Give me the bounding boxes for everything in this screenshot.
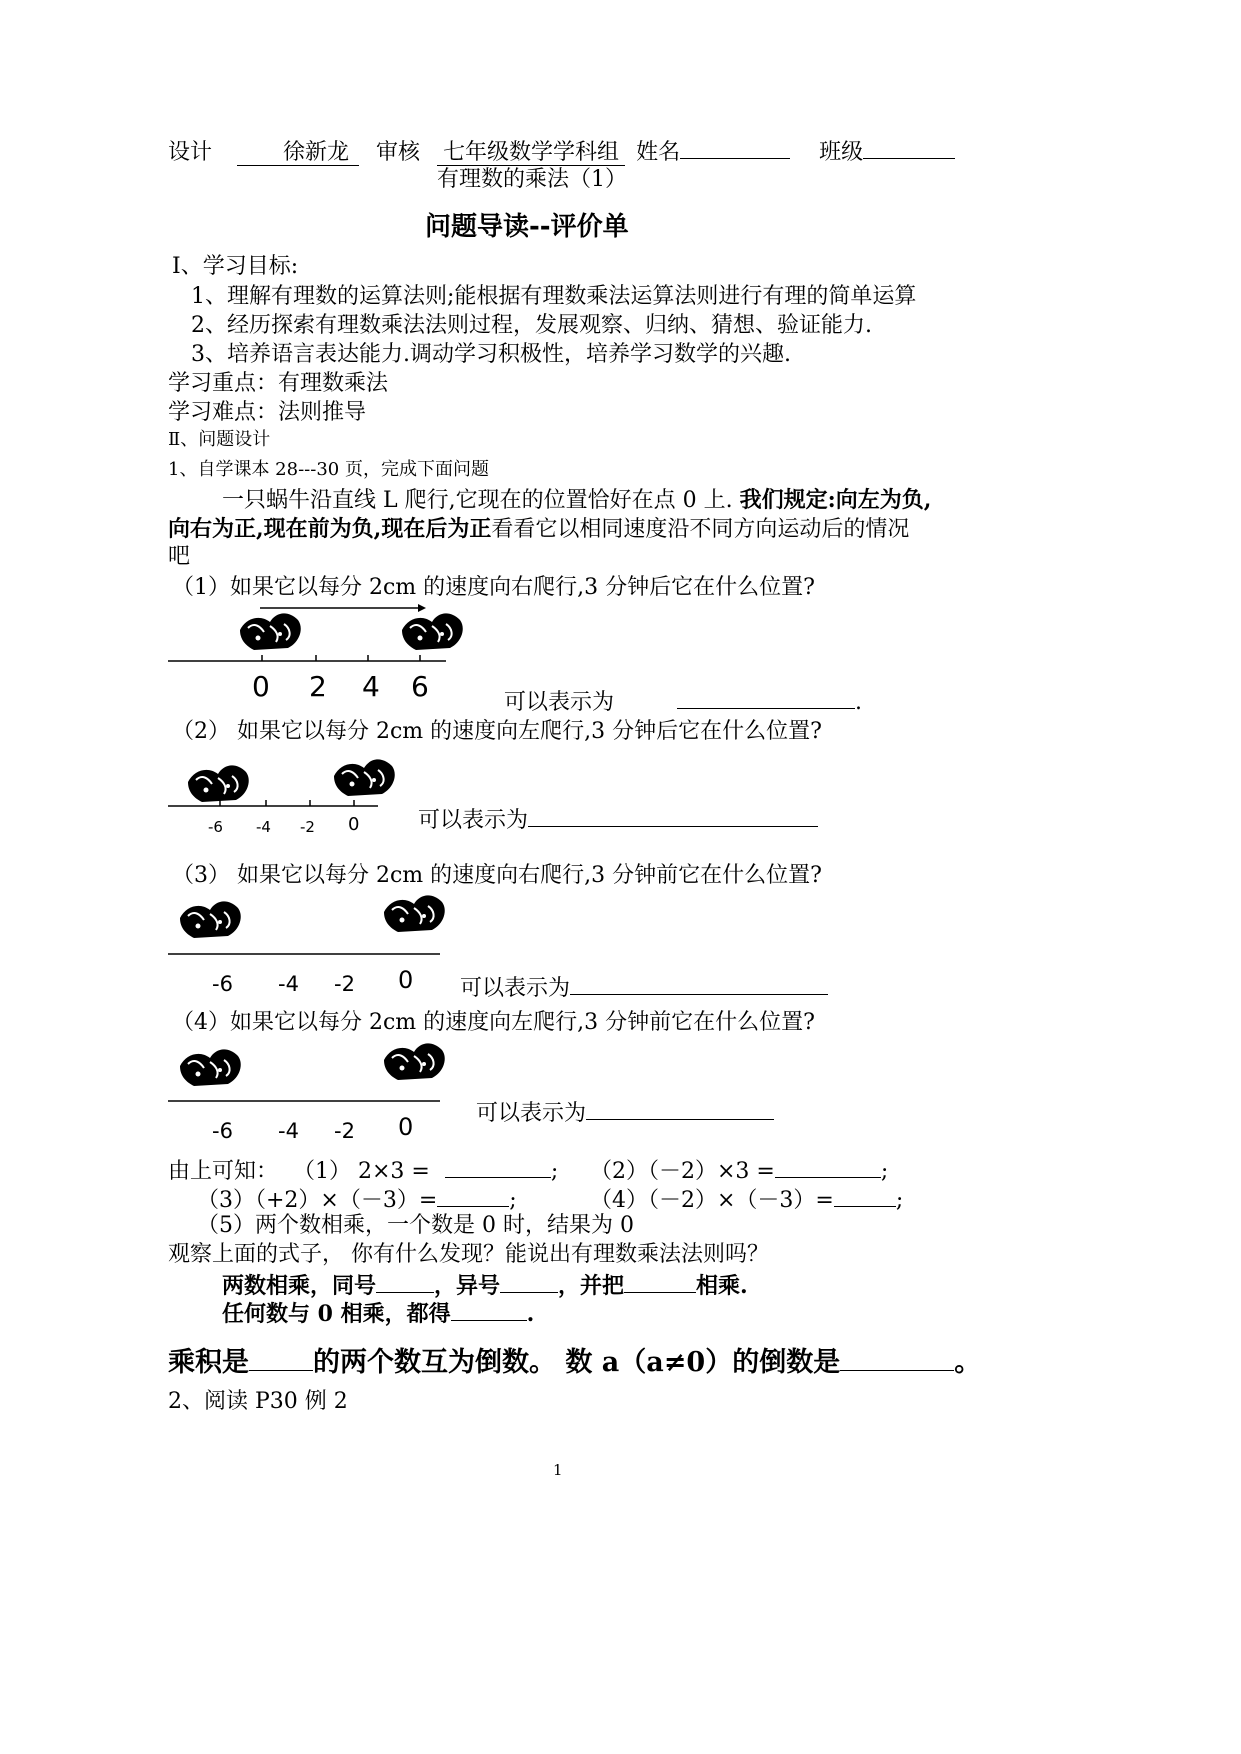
lesson-title: 有理数的乘法（1）: [437, 167, 627, 192]
tick-label: 6: [411, 670, 429, 703]
intro-normal: 一只蜗牛沿直线 L 爬行,它现在的位置恰好在点 0 上.: [222, 488, 733, 513]
equation-2-blank[interactable]: [775, 1155, 881, 1178]
answer-label: 可以表示为: [504, 690, 615, 715]
answer-row-4: [476, 1097, 774, 1128]
reciprocal-line: [168, 1340, 981, 1379]
observe-question: 观察上面的式子， 你有什么发现？能说出有理数乘法法则吗？: [168, 1242, 769, 1267]
intro-rule-1: 我们规定:向左为负,: [739, 487, 932, 513]
main-title: 问题导读--评价单: [425, 212, 629, 242]
separator: ;: [550, 1159, 559, 1184]
objective-1: 1、理解有理数的运算法则;能根据有理数乘法运算法则进行有理的简单运算: [191, 284, 917, 309]
summary-row-2: [197, 1184, 517, 1215]
rule-text: 相乘.: [696, 1273, 748, 1299]
rule-blank-same-sign[interactable]: [376, 1270, 434, 1293]
page-number: 1: [553, 1461, 563, 1479]
rule-text: .: [526, 1301, 535, 1327]
snail-icon-end: [402, 613, 463, 650]
equation-4: （4）（－2）×（－3）=: [590, 1188, 834, 1213]
snail-icon-origin: [384, 1043, 445, 1080]
question-2: （2） 如果它以每分 2cm 的速度向左爬行,3 分钟后它在什么位置?: [172, 719, 822, 744]
snail-icon-start: [240, 613, 301, 650]
equation-4-blank[interactable]: [834, 1184, 896, 1207]
design-label: 设计: [168, 140, 213, 165]
equation-3-blank[interactable]: [437, 1184, 509, 1207]
name-label: 姓名: [636, 140, 681, 165]
reciprocal-text: 。: [954, 1347, 982, 1378]
equation-5: （5）两个数相乘，一个数是 0 时，结果为 0: [197, 1213, 634, 1238]
question-1: （1）如果它以每分 2cm 的速度向右爬行,3 分钟后它在什么位置?: [172, 575, 815, 600]
tick-label: 2: [309, 670, 327, 703]
snail-icon-left: [180, 1049, 241, 1086]
review-label: 审核: [376, 140, 421, 165]
rule-text: ，异号: [434, 1273, 501, 1299]
rule-blank-multiply[interactable]: [624, 1270, 696, 1293]
intro-rule-2: 向右为正,现在前为负,现在后为正: [168, 516, 492, 542]
task-2: 2、阅读 P30 例 2: [168, 1389, 348, 1414]
summary-row-2b: [590, 1184, 903, 1215]
intro-end: 吧: [168, 544, 191, 569]
snail-icon-origin: [334, 759, 395, 796]
tick-label: -2: [334, 972, 355, 996]
summary-lead: 由上可知：: [168, 1159, 279, 1184]
rule-line-2: [222, 1298, 534, 1328]
tick-label: 0: [252, 670, 270, 703]
separator: ;: [895, 1188, 904, 1213]
question-4: （4）如果它以每分 2cm 的速度向左爬行,3 分钟前它在什么位置?: [172, 1010, 815, 1035]
tick-label: -4: [278, 972, 299, 996]
number-line-4: [168, 1043, 445, 1101]
tick-label: 4: [362, 670, 380, 703]
equation-1: （1） 2×3 =: [293, 1159, 430, 1184]
tick-label: -2: [334, 1119, 355, 1143]
tick-label: -6: [212, 1119, 233, 1143]
rule-text: 两数相乘，同号: [222, 1273, 377, 1299]
tick-label: -4: [256, 818, 271, 836]
snail-icon-left: [180, 901, 241, 938]
key-point: 学习重点：有理数乘法: [168, 371, 389, 396]
snail-icon-left: [188, 765, 249, 802]
tick-label: -6: [208, 818, 223, 836]
number-line-2: [168, 759, 395, 806]
answer-row-2: [418, 804, 818, 835]
rule-blank-zero[interactable]: [451, 1298, 527, 1321]
answer-end: .: [855, 690, 863, 715]
reciprocal-blank-answer[interactable]: [840, 1344, 954, 1371]
objectives-heading: Ⅰ、学习目标:: [172, 254, 299, 279]
answer-row-1: [504, 686, 862, 717]
summary-row-1: [168, 1155, 558, 1186]
tick-label: 0: [398, 966, 414, 994]
task-1: 1、自学课本 28---30 页，完成下面问题: [168, 459, 489, 480]
equation-1-blank[interactable]: [445, 1155, 551, 1178]
intro-tail: 看看它以相同速度沿不同方向运动后的情况: [491, 517, 910, 542]
tick-label: -2: [300, 818, 315, 836]
number-line-3: [168, 895, 445, 954]
tick-label: -4: [278, 1119, 299, 1143]
equation-3: （3）（+2）×（－3）=: [197, 1188, 438, 1213]
snail-icon-origin: [384, 895, 445, 932]
equation-2: （2）（－2）×3 =: [590, 1159, 775, 1184]
rule-text: 任何数与 0 相乘，都得: [222, 1301, 451, 1327]
tick-label: -6: [212, 972, 233, 996]
answer-blank-3[interactable]: [570, 972, 828, 995]
separator: ;: [880, 1159, 889, 1184]
designer-name: 徐新龙: [237, 141, 359, 166]
objective-2: 2、经历探索有理数乘法法则过程，发展观察、归纳、猜想、验证能力.: [191, 313, 872, 338]
answer-blank-4[interactable]: [586, 1097, 774, 1120]
question-3: （3） 如果它以每分 2cm 的速度向右爬行,3 分钟前它在什么位置?: [172, 863, 822, 888]
tick-label: 0: [348, 814, 360, 835]
rule-text: ，并把: [558, 1273, 625, 1299]
answer-blank-2[interactable]: [528, 804, 818, 827]
objective-3: 3、培养语言表达能力.调动学习积极性，培养学习数学的兴趣.: [191, 342, 791, 367]
separator: ;: [509, 1188, 517, 1213]
design-heading: Ⅱ、问题设计: [168, 429, 271, 450]
difficulty-point: 学习难点：法则推导: [168, 400, 367, 425]
number-line-1: [168, 604, 463, 661]
tick-label: 0: [398, 1113, 414, 1141]
answer-label: 可以表示为: [460, 976, 571, 1001]
answer-label: 可以表示为: [476, 1101, 587, 1126]
reciprocal-blank-product[interactable]: [249, 1344, 313, 1371]
rule-blank-diff-sign[interactable]: [500, 1270, 558, 1293]
reciprocal-text: 乘积是: [168, 1347, 249, 1378]
reciprocal-text: 的两个数互为倒数。 数 a（a≠0）的倒数是: [313, 1347, 841, 1378]
reviewer-name: 七年级数学学科组: [437, 141, 625, 166]
summary-row-1b: [590, 1155, 888, 1186]
answer-label: 可以表示为: [418, 808, 529, 833]
rule-line-1: [222, 1270, 748, 1300]
answer-blank-1[interactable]: [677, 686, 855, 709]
class-label: 班级: [819, 140, 864, 165]
answer-row-3: [460, 972, 828, 1003]
